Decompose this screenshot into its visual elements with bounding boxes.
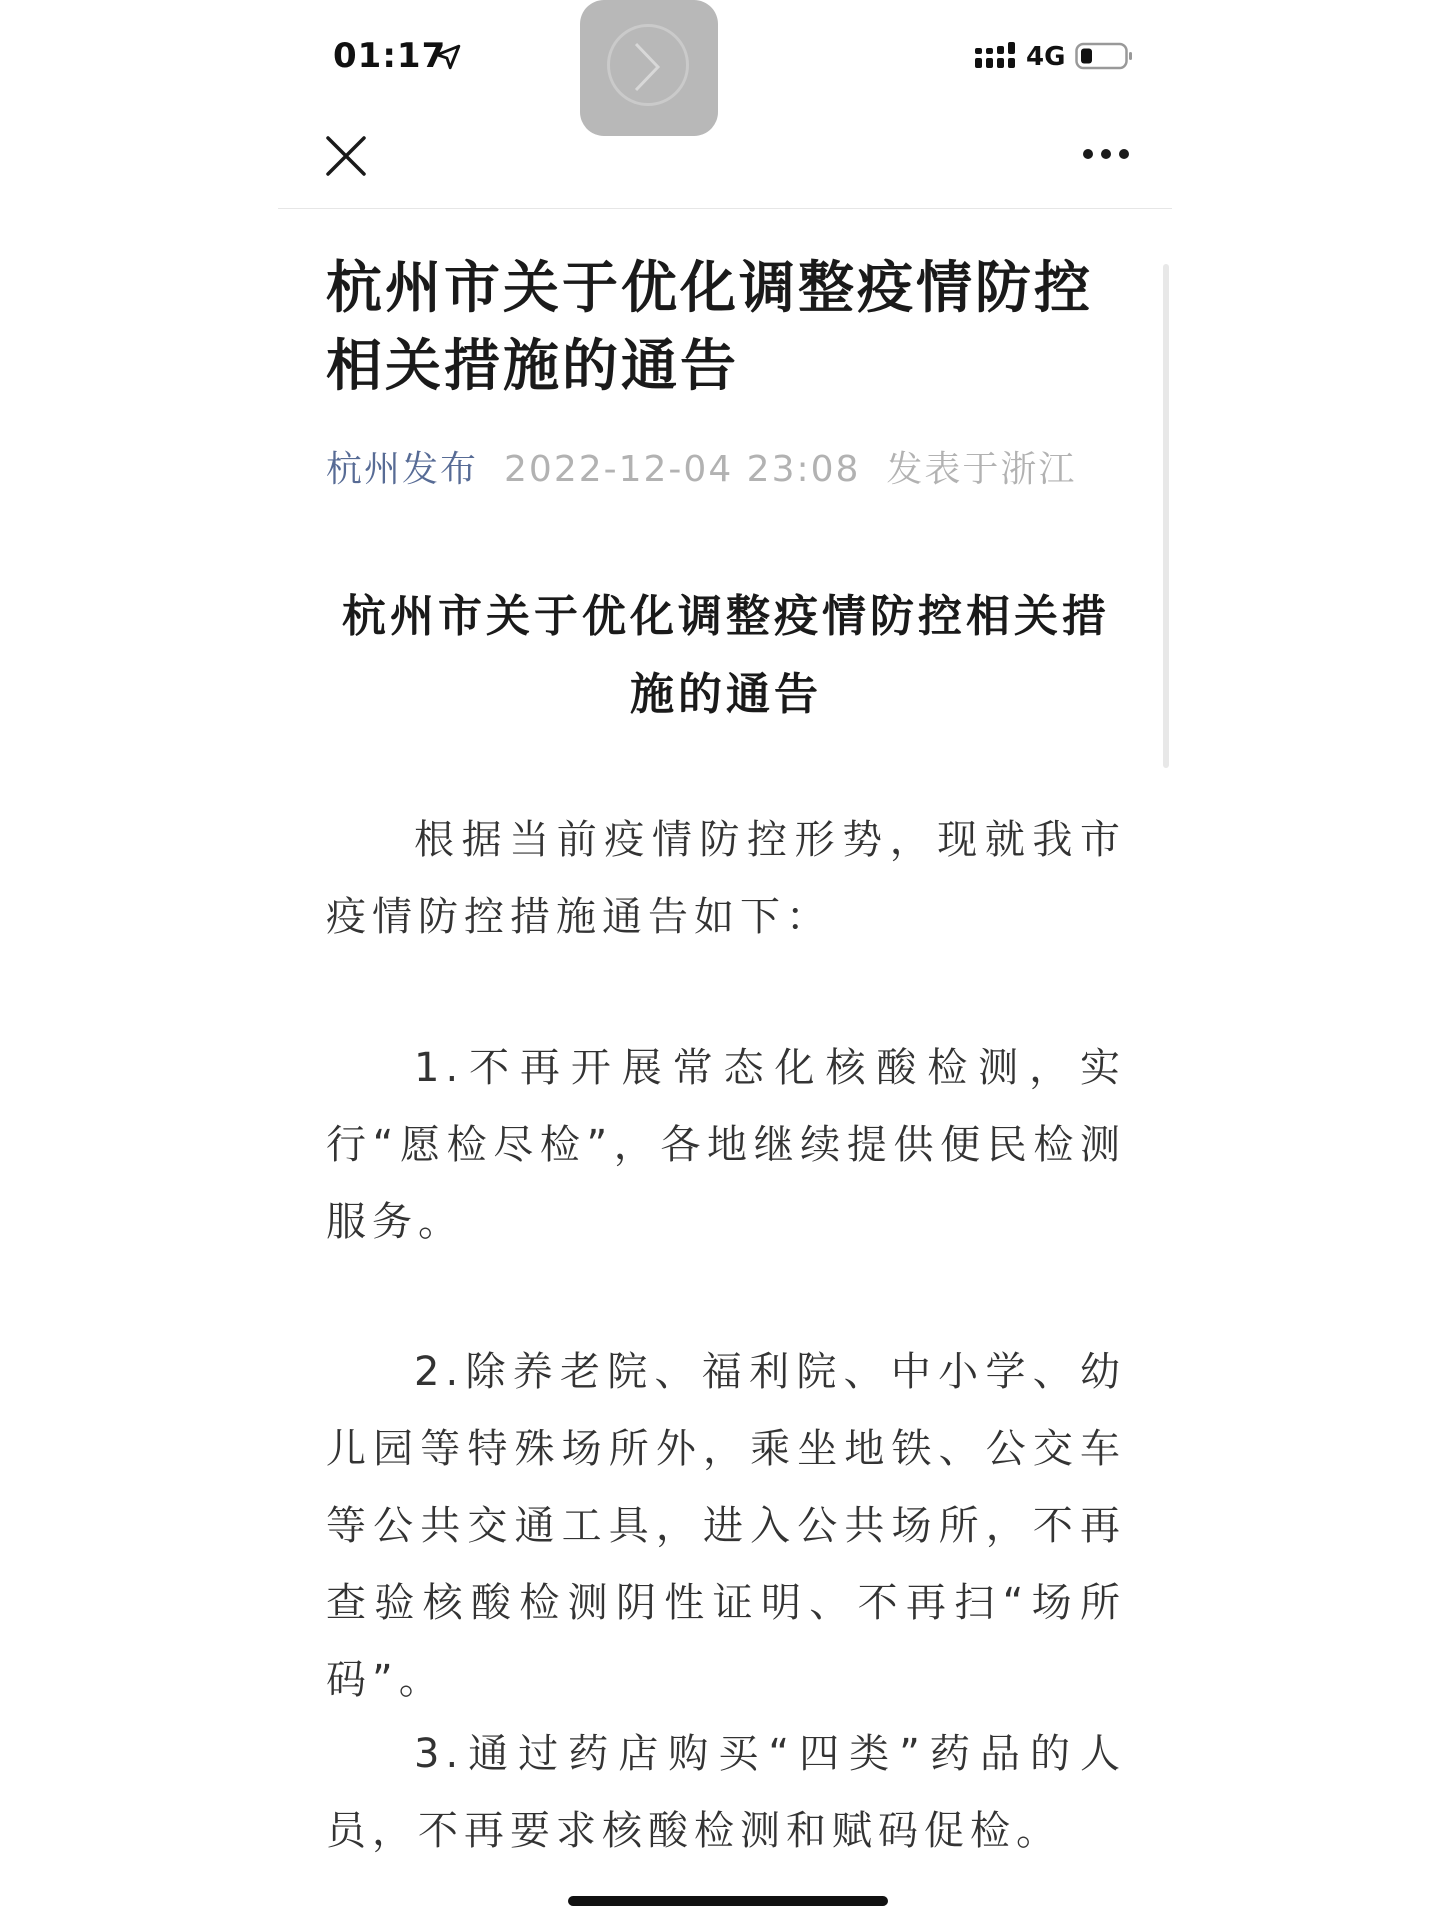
nav-divider [278, 208, 1172, 209]
publish-date: 2022-12-04 23:08 [504, 449, 861, 490]
scrollbar[interactable] [1163, 264, 1169, 768]
more-options-icon[interactable] [1082, 148, 1130, 160]
network-type: 4G [1026, 42, 1066, 72]
article-title: 杭州市关于优化调整疫情防控相关措施的通告 [326, 256, 1093, 399]
paragraph-item-1: 1.不再开展常态化核酸检测，实行“愿检尽检”，各地继续提供便民检测服务。 [326, 1045, 1126, 1245]
paragraph-intro: 根据当前疫情防控形势，现就我市疫情防控措施通告如下： [326, 817, 1126, 940]
status-time: 01:17 [333, 36, 447, 76]
chevron-right-icon [632, 40, 664, 94]
cellular-signal-icon [975, 42, 1019, 70]
close-icon[interactable] [326, 136, 366, 176]
publish-location: 发表于浙江 [886, 449, 1077, 490]
home-indicator[interactable] [568, 1896, 888, 1906]
location-arrow-icon [435, 44, 461, 70]
notice-heading: 杭州市关于优化调整疫情防控相关措施的通告 [342, 591, 1110, 720]
account-name-link[interactable]: 杭州发布 [326, 449, 479, 490]
paragraph-item-3: 3.通过药店购买“四类”药品的人员，不再要求核酸检测和赋码促检。 [326, 1731, 1126, 1854]
article-meta [326, 446, 1076, 494]
battery-icon [1075, 42, 1133, 70]
paragraph-item-2: 2.除养老院、福利院、中小学、幼儿园等特殊场所外，乘坐地铁、公交车等公共交通工具，进入公共场所，不再查验核酸检测阴性证明、不再扫“场所码”。 [326, 1349, 1126, 1703]
floating-window-button[interactable] [580, 0, 718, 136]
